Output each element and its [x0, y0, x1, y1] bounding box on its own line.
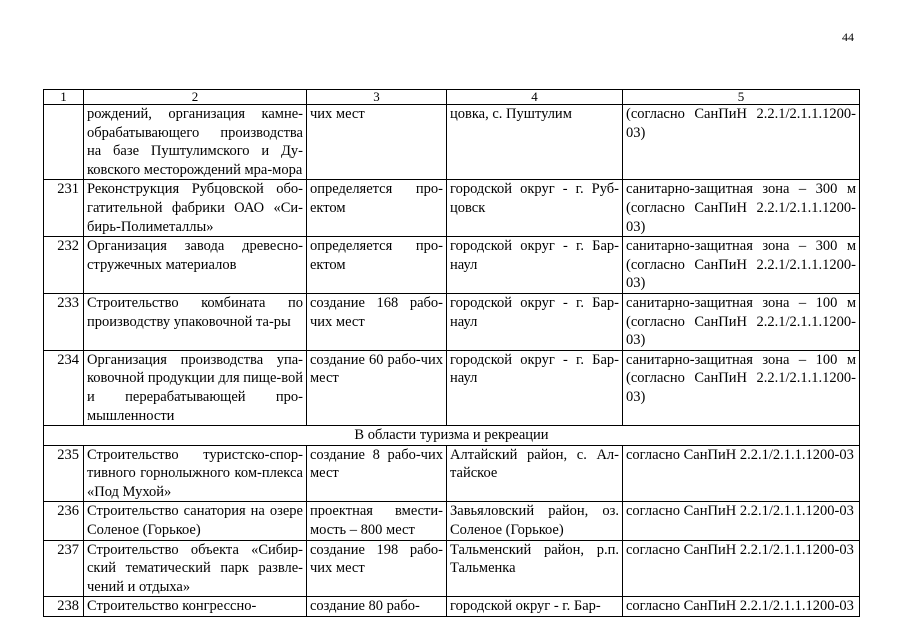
- notes: санитарно-защитная зона – 300 м (согласно СанПиН 2.2.1/2.1.1.1200-03): [623, 180, 860, 237]
- row-number: 238: [44, 597, 84, 617]
- location: городской округ - г. Бар-наул: [447, 350, 623, 425]
- row-number: 236: [44, 502, 84, 540]
- object-name: Организация завода древесно-стружечных материалов: [84, 237, 307, 294]
- capacity: создание 60 рабо-чих мест: [307, 350, 447, 425]
- row-number: 231: [44, 180, 84, 237]
- object-name: Организация производства упа-ковочной продукции для пище-вой и перерабатывающей про-мышленности: [84, 350, 307, 425]
- notes: санитарно-защитная зона – 300 м (согласно СанПиН 2.2.1/2.1.1.1200-03): [623, 237, 860, 294]
- table-row: [44, 350, 860, 425]
- object-name: Строительство санатория на озере Соленое (Горькое): [84, 502, 307, 540]
- object-name: рождений, организация камне-обрабатывающего производства на базе Пуштулимского и Ду-ковского месторождений мра-мора: [84, 105, 307, 180]
- page-number: 44: [842, 30, 854, 44]
- capacity: определяется про-ектом: [307, 237, 447, 294]
- row-number: 234: [44, 350, 84, 425]
- capacity: определяется про-ектом: [307, 180, 447, 237]
- capacity: создание 8 рабо-чих мест: [307, 445, 447, 502]
- object-name: Строительство туристско-спор-тивного горнолыжного ком-плекса «Под Мухой»: [84, 445, 307, 502]
- location: городской округ - г. Руб-цовск: [447, 180, 623, 237]
- location: цовка, с. Пуштулим: [447, 105, 623, 180]
- capacity: создание 168 рабо-чих мест: [307, 293, 447, 350]
- notes: согласно СанПиН 2.2.1/2.1.1.1200-03: [623, 502, 860, 540]
- location: городской округ - г. Бар-наул: [447, 293, 623, 350]
- capacity: проектная вмести-мость – 800 мест: [307, 502, 447, 540]
- notes: согласно СанПиН 2.2.1/2.1.1.1200-03: [623, 597, 860, 617]
- column-number: 1: [44, 90, 84, 105]
- location: Алтайский район, с. Ал-тайское: [447, 445, 623, 502]
- row-number: 235: [44, 445, 84, 502]
- row-number: 237: [44, 540, 84, 597]
- objects-table: [43, 89, 860, 617]
- notes: санитарно-защитная зона – 100 м (согласно СанПиН 2.2.1/2.1.1.1200-03): [623, 293, 860, 350]
- row-number: 233: [44, 293, 84, 350]
- object-name: Реконструкция Рубцовской обо-гатительной фабрики ОАО «Си-бирь-Полиметаллы»: [84, 180, 307, 237]
- notes: (согласно СанПиН 2.2.1/2.1.1.1200-03): [623, 105, 860, 180]
- table-row: [44, 105, 860, 180]
- table-row: [44, 237, 860, 294]
- object-name: Строительство комбината по производству упаковочной та-ры: [84, 293, 307, 350]
- table-row: [44, 293, 860, 350]
- row-number: 232: [44, 237, 84, 294]
- object-name: Строительство объекта «Сибир-ский тематический парк развле-чений и отдыха»: [84, 540, 307, 597]
- table-row: [44, 445, 860, 502]
- section-title: В области туризма и рекреации: [44, 426, 860, 446]
- notes: санитарно-защитная зона – 100 м (согласно СанПиН 2.2.1/2.1.1.1200-03): [623, 350, 860, 425]
- column-number: 4: [447, 90, 623, 105]
- capacity: чих мест: [307, 105, 447, 180]
- capacity: создание 198 рабо-чих мест: [307, 540, 447, 597]
- table-row: [44, 540, 860, 597]
- location: Завьяловский район, оз. Соленое (Горькое): [447, 502, 623, 540]
- column-number: 3: [307, 90, 447, 105]
- object-name: Строительство конгрессно-: [84, 597, 307, 617]
- location: городской округ - г. Бар-наул: [447, 237, 623, 294]
- column-number: 5: [623, 90, 860, 105]
- table-row: [44, 180, 860, 237]
- section-row: [44, 426, 860, 446]
- column-number-row: [44, 90, 860, 105]
- row-number: [44, 105, 84, 180]
- capacity: создание 80 рабо-: [307, 597, 447, 617]
- column-number: 2: [84, 90, 307, 105]
- table-row: [44, 502, 860, 540]
- notes: согласно СанПиН 2.2.1/2.1.1.1200-03: [623, 445, 860, 502]
- table-row: [44, 597, 860, 617]
- location: городской округ - г. Бар-: [447, 597, 623, 617]
- location: Тальменский район, р.п. Тальменка: [447, 540, 623, 597]
- notes: согласно СанПиН 2.2.1/2.1.1.1200-03: [623, 540, 860, 597]
